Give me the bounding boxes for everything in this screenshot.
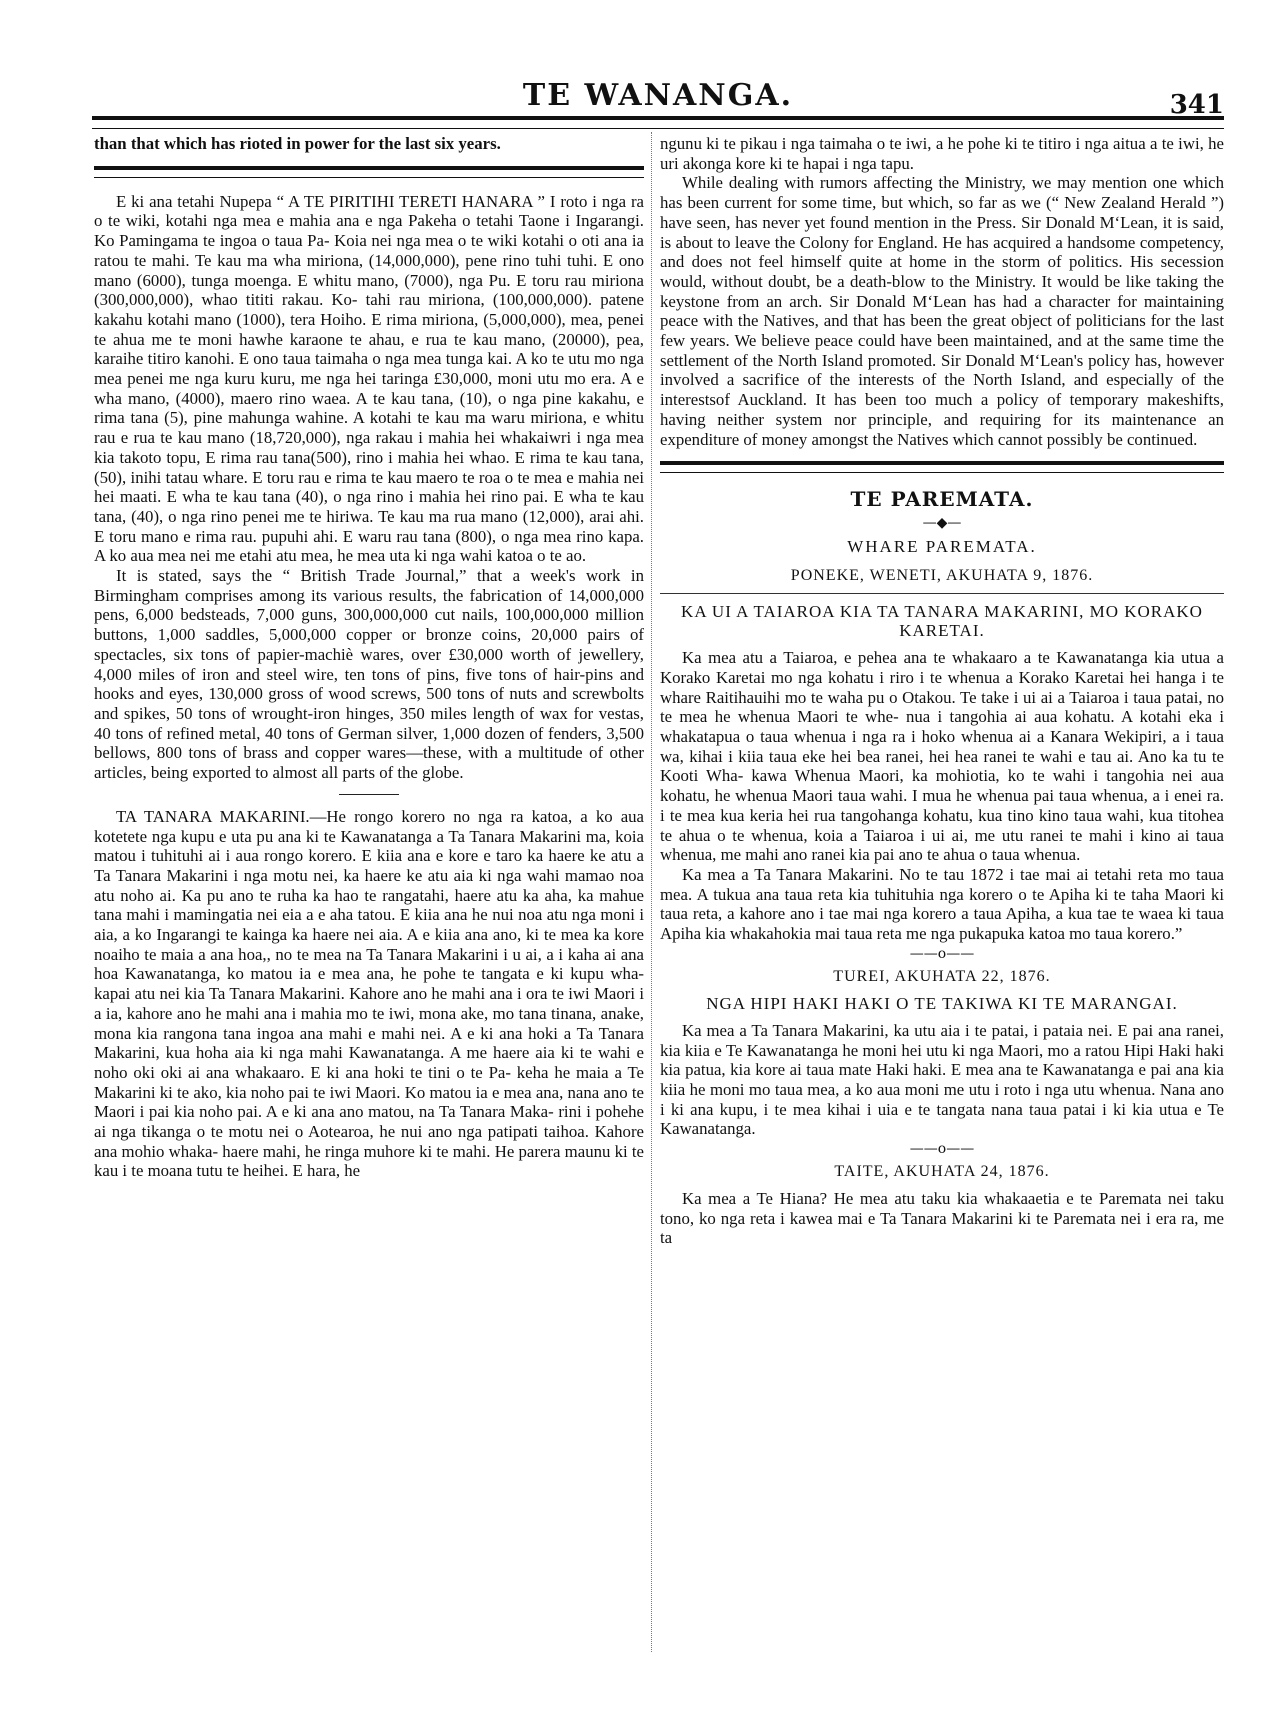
article-paragraph: Ka mea a Ta Tanara Makarini, ka utu aia i te patai, i pataia nei. E pai ana ranei, kia kiia e Te Kawanatanga he moni hei utu ki nga Maori, mo a ratou Hipi Haki haki kia patua, kia kore ai taua mate Haki haki. E mea ana te Kawanatanga e pai ana kia kiia he moni mo taua mea, a ko aua moni me utu i roto i nga utu whenua. Nana ano i ki ana kupu, i te mea kihai i uia e te tangata nana taua patai i ki kia utua e Te Kawanatanga. [660, 1020, 1224, 1139]
right-column [660, 134, 1224, 1248]
continuation-text: ngunu ki te pikau i nga taimaha o te iwi, a he pohe ki te titiro i nga aitua a te iwi, he uri akonga kore ki te hapai i nga tapu. [660, 134, 1224, 173]
article-paragraph: Ka mea atu a Taiaroa, e pehea ana te whakaaro a te Kawanatanga kia utua a Korako Karetai mo nga kohatu i riro i te whenua a Korako Karetai hei hanga i te whare Raitihauihi mo te waha pu o Otakou. Te take i ui ai a Taiaroa i taua patai, no te mea he whenua Maori te whe- nua i tangohia ai aua kohatu. A kotahi eka i whakatapua o taua whenua i nga ra i hoko whenua ai a Kanara Wekipiri, a i taua wa, kihai i kiia taua eke hei bea ranei, hei hea ranei te wahi e tau ai. Ano ka tu te Kooti Wha- kawa Whenua Maori, ka mohiotia, ko te wahi i tangohia nei aua kohatu, he whenua Maori taua wahi. I mua he whenua pai taua whenua, a i enei ra. i te mea kua keria hei rua tangohanga kohatu, kua tino kino taua wahi, kua titohea te ahua o te whenua, koia a Taiaroa i ui ai, me utu ranei te mahi i kino ai taua whenua, me mahi ano ranei kia pai ano te ahua o taua whenua. [660, 648, 1224, 865]
section-rule [660, 461, 1224, 473]
left-column [94, 134, 644, 1181]
page-number: 341 [1169, 90, 1224, 120]
hair-rule [660, 593, 1224, 594]
ornament-divider: —◆— [922, 515, 962, 532]
ministry-article: While dealing with rumors affecting the Ministry, we may mention one which has been current for some time, but which, so far as we (“ New Zealand Herald ”) have seen, has never yet found mention in the Press. Sir Donald M‘Lean, it is said, is about to leave the Colony for England. He has acquired a handsome competency, and does not feel himself quite at home in the storm of politics. His secession would, without doubt, be a death-blow to the Ministry. It would be like taking the keystone from an arch. Sir Donald M‘Lean has had a character for maintaining peace with the Natives, and that has been the great object of politicians for the last few years. We believe peace could have been maintained, and at the same time the settlement of the North Island promoted. Sir Donald M‘Lean's policy has, however involved a sacrifice of the interests of the North Island, and especially of the interestsof Auckland. It has been too much a policy of temporary makeshifts, having neither system nor principle, and requiring for its maintenance an expenditure of money amongst the Natives which cannot possibly be continued. [660, 173, 1224, 449]
article-heading: NGA HIPI HAKI HAKI O TE TAKIWA KI TE MARANGAI. [706, 993, 1178, 1013]
trade-journal-article: It is stated, says the “ British Trade Journal,” that a week's work in Birmingham comprises among its various results, the fabrication of 14,000,000 pens, 6,000 bedsteads, 7,000 guns, 300,000,000 cut nails, 100,000,000 million buttons, 1,000 saddles, 5,000,000 copper or bronze coins, 20,000 pairs of spectacles, six tons of papier-machiè wares, over £30,000 worth of jewellery, 4,000 miles of iron and steel wire, ten tons of pins, five tons of hair-pins and hooks and eyes, 130,000 gross of wood screws, 500 tons of nuts and screwbolts and spikes, 50 tons of wrought-iron hinges, 350 miles length of wax for vestas, 40 tons of refined metal, 40 tons of German silver, 1,000 dozen of fenders, 3,500 bellows, 800 tons of brass and copper wares—these, with a multitude of other articles, being exported to almost all parts of the globe. [94, 566, 644, 783]
article-heading: KA UI A TAIAROA KIA TA TANARA MAKARINI, MO KORAKO KARETAI. [681, 602, 1203, 641]
makarini-article: TA TANARA MAKARINI.—He rongo korero no nga ra katoa, a ko aua kotetete nga kupu e uta pu ana ki te Kawanatanga a Ta Tanara Makarini ma, koia matou i tuhituhi ai i aua rongo korero. E kiia ana e kore e taro ka haere ke atu a Ta Tanara Makarini i nga motu nei, ka haere ke atu aia ki nga wahi mamao noa atu noho ai. Ka pu ano te ruha ka hao te rangatahi, haere atu ka aha, ka mahue tana mahi i mamingatia nei eia a e aha tatou. E kiia ana he nui noa atu nga moni i aia, a ko Ingarangi te kainga ka haere nei aia. A e kiia ana ano, ki te mea ka kore noaiho te maia a ana hoa,, no te mea na Ta Tanara Makarini i u ai, a i kaha ai ana hoa Kawanatanga, ko matou ia e mea ana, he pohe te tangata e ki kupu wha- kapai atu nei kia Ta Tanara Makarini. Kahore ano he mahi ana i ora te iwi Maori i a ia, kahore ano he mahi ana i mahia mo te iwi, mona ake, mo tana tinana, anake, mona kia rangona tana ingoa ana mahi e mahi nei. A e ki ana hoki a Ta Tanara Makarini, kua hoha aia ki nga mahi Kawanatanga. A me haere aia ki te wahi e noho oki oki ai ana whakaaro. E ki ana hoki te tini o te Pa- keha he maia a Te Makarini ki te ako, kia noho pai te iwi Maori. Ko matou ia e mea ana, nana ano te Maori i pai kia noho pai. A e ki ana ano matou, na Ta Tanara Maka- rini i pohehe ai nga tikanga o te motu nei o Aotearoa, he nui ano nga patipati taihoa. Kahore ana mohio whaka- haere mahi, he ringa muhore ki te mahi. He parera maunu ki te kau i te moana tutu te heihei. E hara, he [94, 806, 644, 1181]
continuation-text: than that which has rioted in power for the last six years. [94, 134, 501, 153]
article-separator [339, 794, 399, 795]
masthead-title: TE WANANGA. [522, 78, 794, 113]
dateline: TAITE, AKUHATA 24, 1876. [834, 1163, 1050, 1181]
dateline: TUREI, AKUHATA 22, 1876. [833, 967, 1051, 985]
column-divider [651, 132, 652, 1652]
ornament-divider: ——o—— [909, 945, 975, 962]
sub-title: WHARE PAREMATA. [847, 537, 1037, 557]
article-paragraph: Ka mea a Te Hiana? He mea atu taku kia whakaaetia e te Paremata nei taku tono, ko nga reta i kawea mai e Ta Tanara Makarini ki te Paremata nei i era ra, me ta [660, 1189, 1224, 1248]
section-title: TE PAREMATA. [850, 487, 1034, 512]
header-rule [92, 116, 1224, 129]
running-head [92, 78, 1224, 120]
section-rule [94, 166, 644, 178]
ornament-divider: ——o—— [909, 1141, 975, 1158]
article-paragraph: Ka mea a Ta Tanara Makarini. No te tau 1872 i tae mai ai tetahi reta mo taua mea. A tukua ana taua reta kia tuhituhia nga korero o te Apiha ki te taha Maori ki taua reta, a kahore ano i tae mai nga korero a taua Apiha, a kua tae te waea ki taua Apiha kia whakahokia mai taua reta me nga pukapuka katoa mo taua korero.” [660, 864, 1224, 944]
dateline: PONEKE, WENETI, AKUHATA 9, 1876. [790, 567, 1094, 585]
nupepa-article: E ki ana tetahi Nupepa “ A TE PIRITIHI TERETI HANARA ” I roto i nga ra o te wiki, kotahi nga mea e mahia ana e nga Pakeha o tetahi Taone i Ingarangi. Ko Pamingama te ingoa o taua Pa- Koia nei nga mea o te wiki kotahi o oti ana ia ratou te mahi. Te kau ma wha miriona, (14,000,000), pene rino tuhi tuhi. E ono mano (6000), tunga moenga. E whitu mano, (7000), nga Pu. E toru rau miriona (300,000,000), whao tititi rakau. Ko- tahi rau miriona, (100,000,000). patene kakahu kotahi mano (1000), tera Hoiho. E rima miriona, (5,000,000), mea, penei te ahua me te moni hawhe karaone te ahau, e rua te kau mano, (20000), pea, karaihe titiro kanohi. E ono taua taimaha o nga mea tunga kai. A ko te utu mo nga mea penei me nga kuru kuru, me nga hei taringa £30,000, moni utu mo era. A e wha mano, (4000), maero rino waea. A te kau tana, (10), o nga pine kakahu, e rima tana (5), pine mahunga wahine. A kotahi te kau ma waru miriona, e whitu rau e rua te kau mano (18,720,000), nga rakau i mahia hei whakaiwri i nga mea kia takoto topu, E rima rau tana(500), rino i mahia hei whao. E rima te kau tana, (50), inihi tatau whare. E toru rau e rima te kau maero te roa o te mea e mahia nei hei maati. E wha te kau tana (40), o nga rino i mahia hei rino pai. E wha te kau tana, (40), o nga rino penei me te hiriwa. Te kau ma rua mano (12,000), arai ahi. E toru mano e rima rau. pupuhi ahi. E waru rau tana (800), o nga mea rino kapa. A ko aua mea nei me etahi atu mea, he mea uta ki nga wahi katoa o te ao. [94, 191, 644, 566]
